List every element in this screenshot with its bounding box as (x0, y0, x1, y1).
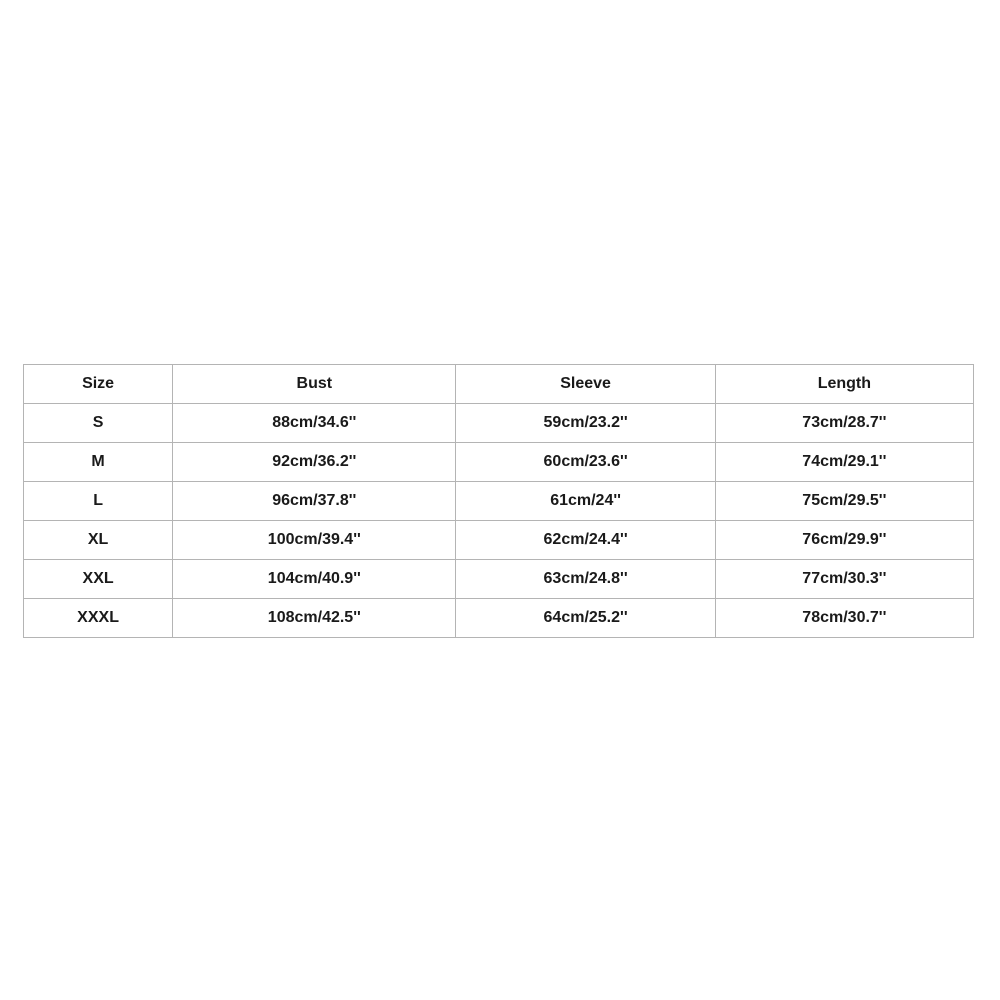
cell-length: 74cm/29.1'' (715, 443, 973, 482)
cell-bust: 108cm/42.5'' (173, 599, 456, 638)
table-row (24, 404, 974, 443)
table-header-row (24, 365, 974, 404)
table-row (24, 560, 974, 599)
cell-bust: 104cm/40.9'' (173, 560, 456, 599)
cell-sleeve: 62cm/24.4'' (456, 521, 715, 560)
table-row (24, 482, 974, 521)
cell-sleeve: 63cm/24.8'' (456, 560, 715, 599)
cell-sleeve: 64cm/25.2'' (456, 599, 715, 638)
cell-size: XXXL (24, 599, 173, 638)
cell-size: M (24, 443, 173, 482)
cell-sleeve: 60cm/23.6'' (456, 443, 715, 482)
cell-length: 75cm/29.5'' (715, 482, 973, 521)
cell-size: XL (24, 521, 173, 560)
header-bust: Bust (173, 365, 456, 404)
cell-bust: 92cm/36.2'' (173, 443, 456, 482)
table-row (24, 443, 974, 482)
header-size: Size (24, 365, 173, 404)
cell-sleeve: 61cm/24'' (456, 482, 715, 521)
cell-sleeve: 59cm/23.2'' (456, 404, 715, 443)
cell-bust: 96cm/37.8'' (173, 482, 456, 521)
cell-size: XXL (24, 560, 173, 599)
header-sleeve: Sleeve (456, 365, 715, 404)
cell-size: S (24, 404, 173, 443)
table-row (24, 521, 974, 560)
header-length: Length (715, 365, 973, 404)
cell-bust: 100cm/39.4'' (173, 521, 456, 560)
table-row (24, 599, 974, 638)
cell-size: L (24, 482, 173, 521)
cell-length: 76cm/29.9'' (715, 521, 973, 560)
cell-length: 77cm/30.3'' (715, 560, 973, 599)
cell-length: 73cm/28.7'' (715, 404, 973, 443)
cell-bust: 88cm/34.6'' (173, 404, 456, 443)
cell-length: 78cm/30.7'' (715, 599, 973, 638)
size-chart-table (23, 364, 974, 638)
